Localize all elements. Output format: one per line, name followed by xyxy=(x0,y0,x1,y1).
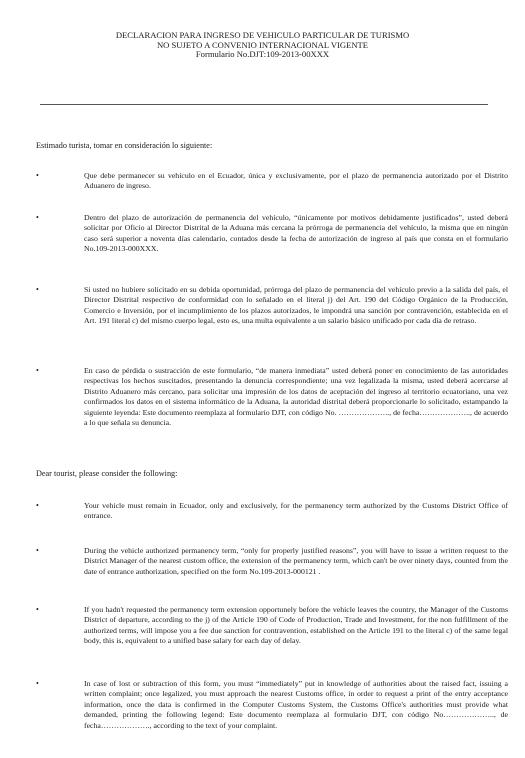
spanish-bullet-text: En caso de pérdida o sustracción de este formulario, “de manera inmediata” usted deberá poner en conocimiento de las autoridades respectivas los hechos suscitados, presentando la denuncia correspondiente; una vez legalizada la misma, usted deberá acercarse al Distrito Aduanero más cercano, para solicitar una impresión de los datos de aceptación del ingreso al territorio ecuatoriano, una vez confirmados los datos en el sistema informático de la Aduana, la autoridad distrital deberá proporcionarle lo solicitado, estampando la siguiente leyenda: Este documento reemplaza al formulario DJT, con código No. ……………….., de fecha……………….., de acuerdo a lo que señala su denuncia. xyxy=(84,366,508,428)
header-divider xyxy=(40,104,488,105)
bullet-icon: • xyxy=(36,501,39,510)
bullet-icon: • xyxy=(36,605,39,614)
english-bullet-text: During the vehicle authorized permanency term, “only for properly justified reasons”, you will have to issue a written request to the District Manager of the nearest custom office, the extension of the permanency term, which can't be over ninety days, counted from the date of entrance authorization, specified on the form No.109-2013-000121 . xyxy=(84,546,508,576)
english-bullet-text: If you hadn't requested the permanency term extension opportunely before the vehicle leaves the country, the Manager of the Customs District of departure, according to the j) of the Article 190 of Code of Production, Trade and Investment, for the non fulfillment of the authorized terms, will impose you a fee due sanction for contravention, established on the Article 191 to the literal c) of the same legal body, this is, equivalent to a unified base salary for each day of delay. xyxy=(84,605,508,646)
english-intro: Dear tourist, please consider the following: xyxy=(36,469,178,478)
spanish-intro: Estimado turista, tomar en consideración lo siguiente: xyxy=(36,141,213,150)
form-number: Formulario No.DJT:109-2013-00XXX xyxy=(195,49,330,60)
english-bullet-text: Your vehicle must remain in Ecuador, only and exclusively, for the permanency term authorized by the Customs District Office of entrance. xyxy=(84,501,508,521)
english-bullet-text: In case of lost or subtraction of this form, you must “immediately” put in knowledge of authorities about the raised fact, issuing a written complaint; once legalized, you must approach the nearest Customs office, in order to request a print of the entry acceptance information, once the data is confirmed in the Computer Customs System, the Customs Office's authorities must provide what demanded, printing the following legend: Este documento reemplaza al formulario DJT, con código No……………….., de fecha………………., according to the text of your complaint. xyxy=(84,679,508,730)
bullet-icon: • xyxy=(36,366,39,375)
spanish-bullet-text: Dentro del plazo de autorización de permanencia del vehículo, “únicamente por motivos debidamente justificados”, usted deberá solicitar por Oficio al Director Distrital de la Aduana más cercana la prórroga de permanencia del vehículo, la misma que en ningún caso será superior a noventa días calendario, contados desde la fecha de autorización de ingreso al país que consta en el formulario No.109-2013-000XXX. xyxy=(84,213,508,254)
header-subtitle: NO SUJETO A CONVENIO INTERNACIONAL VIGENTE xyxy=(156,39,369,50)
bullet-icon: • xyxy=(36,213,39,222)
spanish-bullet-text: Si usted no hubiere solicitado en su debida oportunidad, prórroga del plazo de permanencia del vehículo previo a la salida del país, el Director Distrital respectivo de conformidad con lo señalado en el literal j) del Art. 190 del Código Orgánico de la Producción, Comercio e Inversión, por el incumplimiento de los plazos autorizados, le impondrá una sanción por contravención, establecida en el Art. 191 literal c) del mismo cuerpo legal, esto es, una multa equivalente a un salario básico unificado por cada día de retraso. xyxy=(84,285,508,326)
bullet-icon: • xyxy=(36,679,39,688)
bullet-icon: • xyxy=(36,546,39,555)
bullet-icon: • xyxy=(36,171,39,180)
header-title: DECLARACION PARA INGRESO DE VEHICULO PARTICULAR DE TURISMO xyxy=(115,30,410,40)
document-header xyxy=(0,31,525,60)
bullet-icon: • xyxy=(36,285,39,294)
spanish-bullet-text: Que debe permanecer su vehículo en el Ecuador, única y exclusivamente, por el plazo de permanencia autorizado por el Distrito Aduanero de ingreso. xyxy=(84,171,508,191)
